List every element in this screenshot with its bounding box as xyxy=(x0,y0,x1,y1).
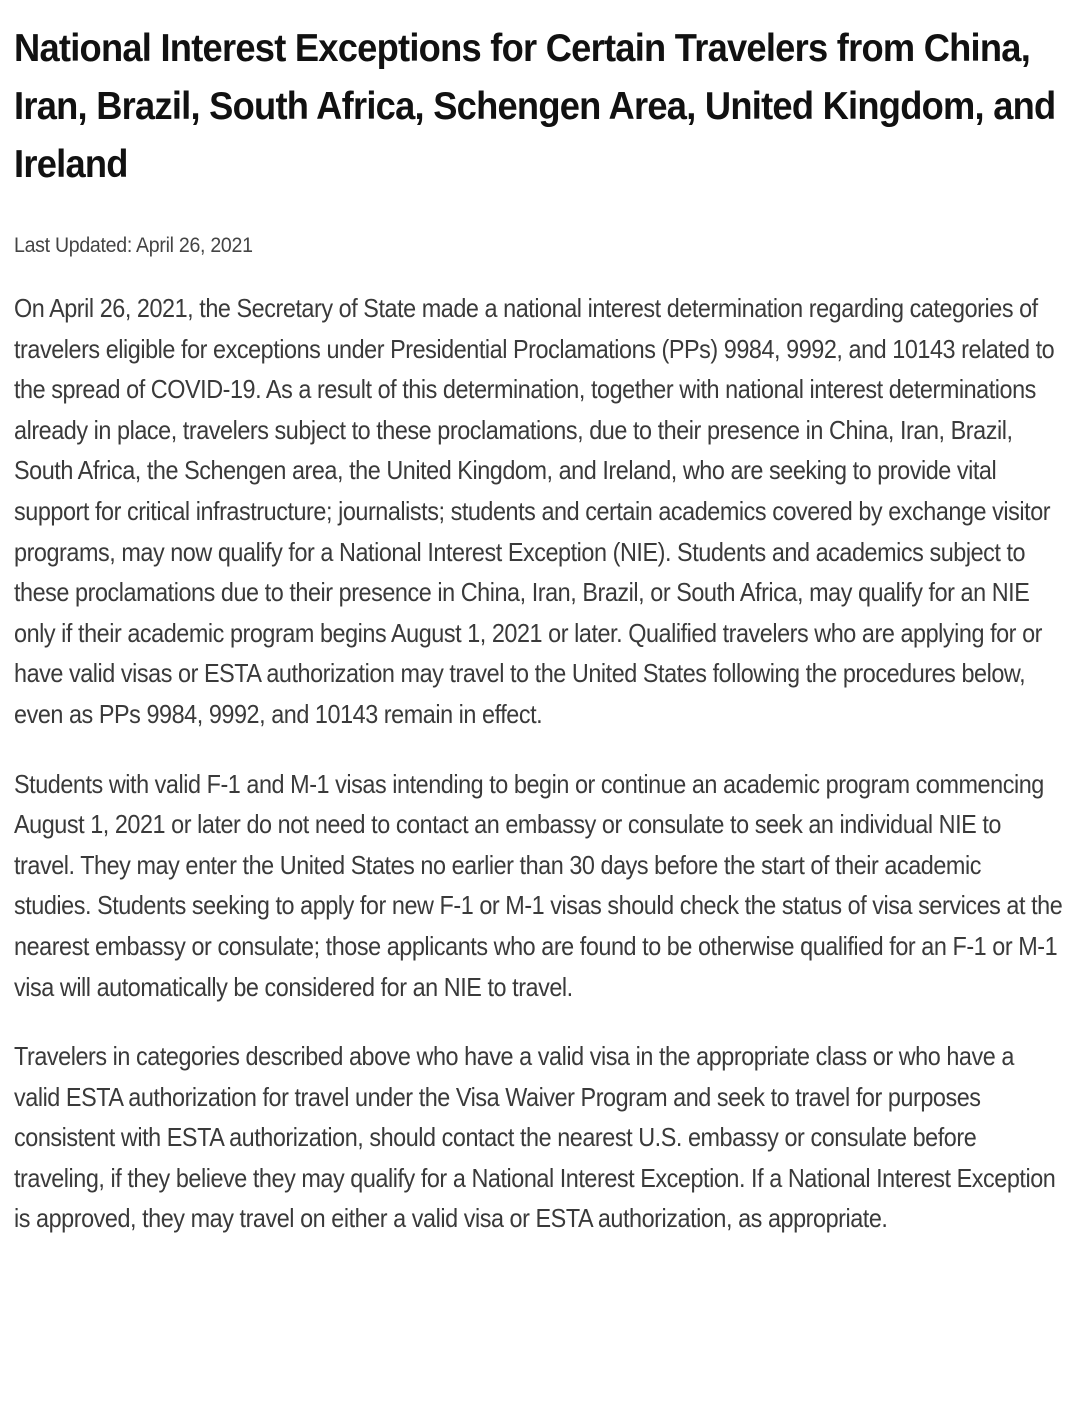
body-paragraph-3: Travelers in categories described above who have a valid visa in the appropriate class or who have a valid ESTA authorization for travel under the Visa Waiver Program and seek to travel for purposes consistent with ESTA authorization, should contact the nearest U.S. embassy or consulate before traveling, if they believe they may qualify for a National Interest Exception. If a National Interest Exception is approved, they may travel on either a valid visa or ESTA authorization, as appropriate. xyxy=(14,1041,1056,1234)
body-paragraph-1: On April 26, 2021, the Secretary of State made a national interest determination regarding categories of travelers eligible for exceptions under Presidential Proclamations (PPs) 9984, 9992, and 10143 related to the spread of COVID-19. As a result of this determination, together with national interest determinations already in place, travelers subject to these proclamations, due to their presence in China, Iran, Brazil, South Africa, the Schengen area, the United Kingdom, and Ireland, who are seeking to provide vital support for critical infrastructure; journalists; students and certain academics covered by exchange visitor programs, may now qualify for a National Interest Exception (NIE). Students and academics subject to these proclamations due to their presence in China, Iran, Brazil, or South Africa, may qualify for an NIE only if their academic program begins August 1, 2021 or later. Qualified travelers who are applying for or have valid visas or ESTA authorization may travel to the United States following the procedures below, even as PPs 9984, 9992, and 10143 remain in effect. xyxy=(14,293,1055,729)
page-title: National Interest Exceptions for Certain Travelers from China, Iran, Brazil, South Africa, Schengen Area, United Kingdom, and Ireland xyxy=(14,27,1056,186)
body-paragraph-2: Students with valid F-1 and M-1 visas intending to begin or continue an academic program commencing August 1, 2021 or later do not need to contact an embassy or consulate to seek an individual NIE to travel. They may enter the United States no earlier than 30 days before the start of their academic studies. Students seeking to apply for new F-1 or M-1 visas should check the status of visa services at the nearest embassy or consulate; those applicants who are found to be otherwise qualified for an F-1 or M-1 visa will automatically be considered for an NIE to travel. xyxy=(14,768,1063,1002)
last-updated-date: Last Updated: April 26, 2021 xyxy=(14,234,253,257)
article xyxy=(14,20,1066,1239)
